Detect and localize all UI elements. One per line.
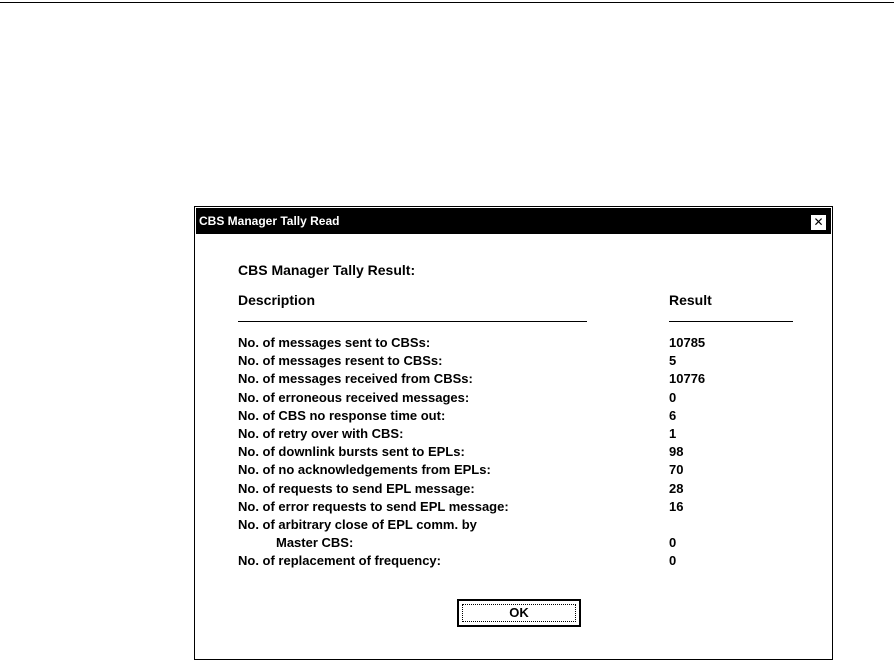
description-underline: [238, 321, 587, 322]
tally-row-label: No. of messages received from CBSs:: [238, 371, 473, 386]
tally-row-value: 0: [669, 390, 677, 405]
page-top-rule: [0, 2, 894, 3]
tally-row-label: No. of requests to send EPL message:: [238, 481, 475, 496]
dialog-titlebar[interactable]: [196, 208, 831, 234]
tally-row-value: 0: [669, 535, 677, 550]
ok-button-label: OK: [509, 605, 529, 620]
tally-row-label: No. of downlink bursts sent to EPLs:: [238, 444, 465, 459]
tally-row-value: 5: [669, 353, 677, 368]
tally-heading: CBS Manager Tally Result:: [238, 262, 416, 278]
tally-row-label: Master CBS:: [276, 535, 354, 550]
tally-row-label: No. of erroneous received messages:: [238, 390, 470, 405]
tally-row-label: No. of retry over with CBS:: [238, 426, 404, 441]
tally-row-label: No. of CBS no response time out:: [238, 408, 446, 423]
ok-button[interactable]: [457, 599, 581, 627]
close-icon[interactable]: ✕: [811, 215, 826, 230]
tally-row-value: 28: [669, 481, 684, 496]
result-underline: [669, 321, 793, 322]
tally-row-value: 10785: [669, 335, 706, 350]
tally-row-value: 0: [669, 553, 677, 568]
tally-row-value: 70: [669, 462, 684, 477]
tally-row-label: No. of replacement of frequency:: [238, 553, 441, 568]
column-header-description: Description: [238, 292, 316, 308]
tally-row-label: No. of error requests to send EPL message:: [238, 499, 509, 514]
tally-read-dialog: [194, 206, 833, 660]
tally-row-value: 98: [669, 444, 684, 459]
tally-row-value: 16: [669, 499, 684, 514]
tally-row-value: 6: [669, 408, 677, 423]
tally-row-label: No. of messages sent to CBSs:: [238, 335, 431, 350]
tally-row-label: No. of no acknowledgements from EPLs:: [238, 462, 491, 477]
column-header-result: Result: [669, 292, 712, 308]
tally-row-label: No. of messages resent to CBSs:: [238, 353, 443, 368]
tally-row-value: 10776: [669, 371, 706, 386]
dialog-title: CBS Manager Tally Read: [199, 214, 340, 228]
tally-row-label: No. of arbitrary close of EPL comm. by: [238, 517, 477, 532]
tally-row-value: 1: [669, 426, 677, 441]
